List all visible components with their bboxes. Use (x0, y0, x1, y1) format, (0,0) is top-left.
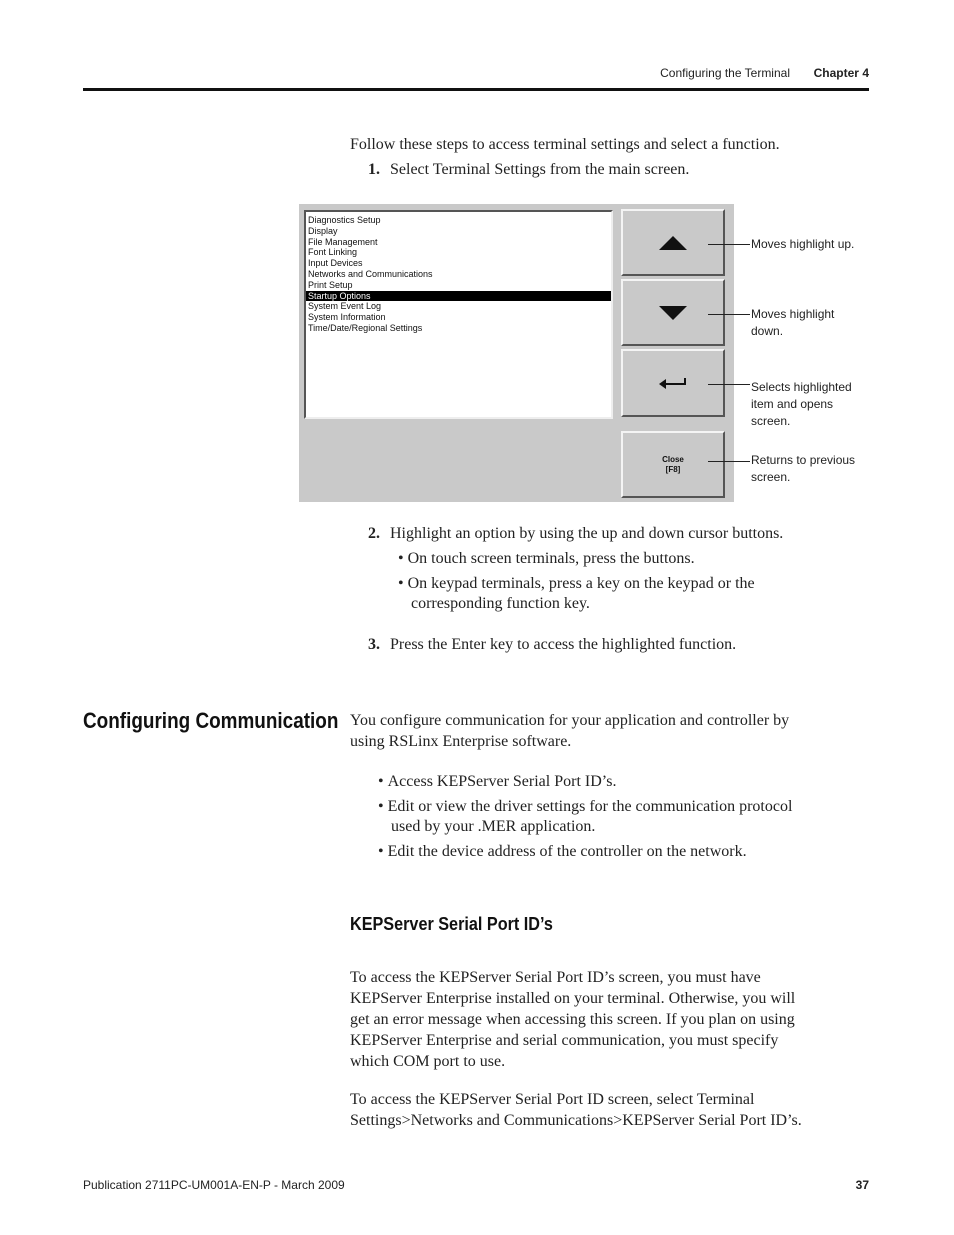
list-item[interactable]: System Information (308, 312, 386, 323)
close-button-key: [F8] (665, 464, 681, 474)
bullet-item: • Edit or view the driver settings for the communication protocol (378, 798, 793, 815)
page-number: 37 (855, 1178, 869, 1192)
step-text: Press the Enter key to access the highlighted function. (390, 636, 737, 653)
section-heading: Configuring Communication (83, 708, 339, 733)
callout-up: Moves highlight up. (751, 237, 855, 251)
callout-leader (708, 314, 750, 315)
callout-leader (708, 461, 750, 462)
bullet-item: • On keypad terminals, press a key on the keypad or the (398, 575, 755, 592)
up-button[interactable] (621, 209, 725, 276)
close-button[interactable] (621, 431, 725, 498)
list-item[interactable]: Font Linking (308, 247, 358, 258)
subsection-paragraph-1: To access the KEPServer Serial Port ID’s screen, you must have KEPServer Enterprise installed on your terminal. Otherwise, you will get an error message when accessing this screen. If you plan on using KEPServer Enterprise and serial communication, you must specify which COM port to use. (350, 969, 796, 1070)
step-1 (368, 159, 689, 180)
step-3 (368, 634, 736, 655)
header-chapter: Chapter 4 (813, 66, 869, 80)
step-number: 1. (368, 161, 380, 178)
triangle-down-icon (659, 306, 687, 320)
list-item[interactable]: Display (308, 225, 338, 236)
step-2 (368, 523, 783, 544)
list-item[interactable]: Time/Date/Regional Settings (308, 322, 423, 333)
callout-down: Moves highlight down. (751, 307, 835, 338)
bullet-continuation: corresponding function key. (411, 595, 590, 612)
step-number: 2. (368, 525, 380, 542)
bullet-item: • On touch screen terminals, press the buttons. (398, 550, 695, 567)
callout-close: Returns to previous screen. (751, 453, 856, 484)
enter-button[interactable] (621, 349, 725, 417)
triangle-up-icon (659, 236, 687, 250)
bullet-item: • Access KEPServer Serial Port ID’s. (378, 773, 617, 790)
footer-publication: Publication 2711PC-UM001A-EN-P - March 2009 (83, 1178, 345, 1192)
list-item[interactable]: Input Devices (308, 258, 363, 269)
header-section-title: Configuring the Terminal (660, 66, 790, 80)
callout-leader (708, 244, 750, 245)
bullet-item: • Edit the device address of the controller on the network. (378, 843, 747, 860)
list-item[interactable]: File Management (308, 236, 378, 247)
down-button[interactable] (621, 279, 725, 346)
section-paragraph: You configure communication for your application and controller by using RSLinx Enterprise software. (350, 712, 790, 750)
header-rule (83, 88, 869, 91)
enter-arrow-icon (659, 377, 687, 389)
callout-leader (708, 384, 750, 385)
list-item-selected[interactable]: Startup Options (306, 291, 611, 302)
subsection-heading: KEPServer Serial Port ID’s (350, 914, 553, 934)
step-number: 3. (368, 636, 380, 653)
list-item[interactable]: Print Setup (308, 279, 353, 290)
step-text: Select Terminal Settings from the main screen. (390, 161, 690, 178)
intro-paragraph: Follow these steps to access terminal settings and select a function. (350, 136, 780, 153)
bullet-continuation: used by your .MER application. (391, 818, 596, 835)
subsection-paragraph-2: To access the KEPServer Serial Port ID screen, select Terminal Settings>Networks and Communications>KEPServer Serial Port ID’s. (350, 1091, 802, 1129)
close-button-label: Close (662, 454, 684, 464)
callout-enter: Selects highlighted item and opens screen. (751, 380, 852, 428)
list-item[interactable]: System Event Log (308, 301, 382, 312)
terminal-settings-screen (299, 204, 734, 502)
list-item[interactable]: Networks and Communications (308, 268, 433, 279)
step-text: Highlight an option by using the up and down cursor buttons. (390, 525, 784, 542)
terminal-settings-list[interactable] (304, 210, 613, 419)
list-item[interactable]: Diagnostics Setup (308, 215, 381, 225)
